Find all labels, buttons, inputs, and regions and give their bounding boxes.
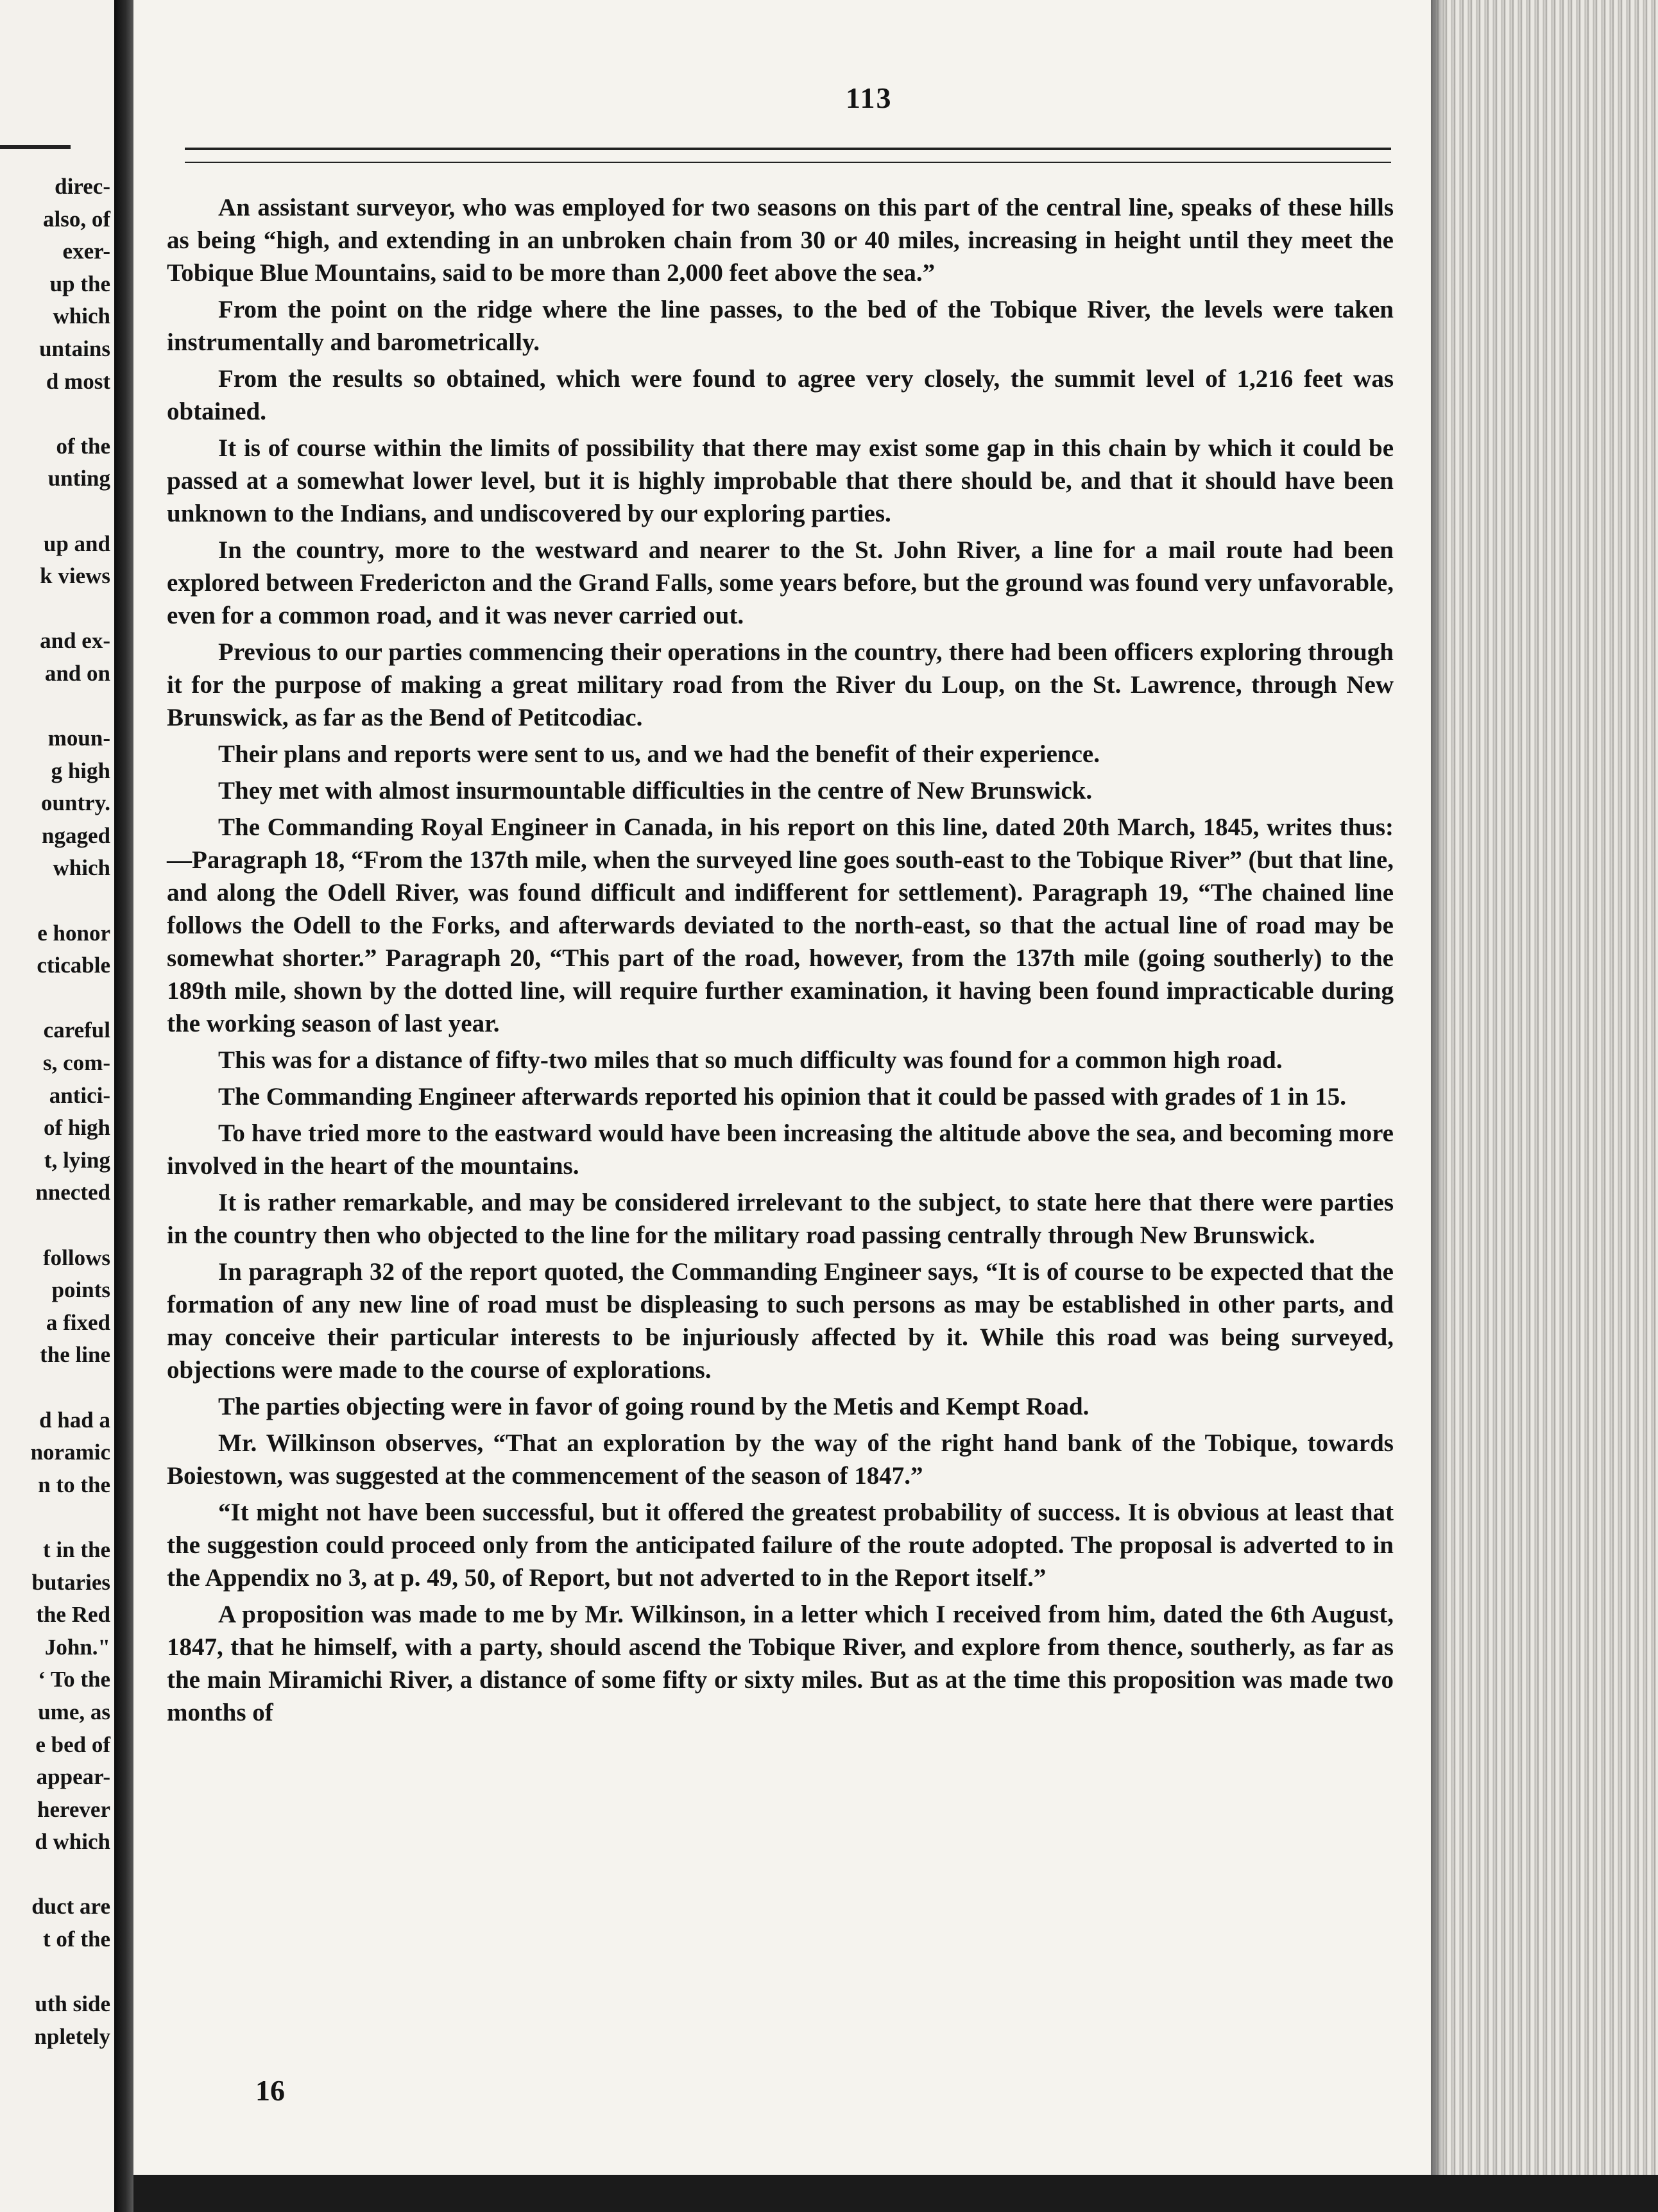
paragraph: The Commanding Royal Engineer in Canada, in his report on this line, dated 20th March, 1845, writes thus:—Paragraph 18, “From the 137th mile, when the surveyed line goes south-east to the Tobique River” (but that line, and along the Odell River, was found difficult and indifferent for settlement). Paragraph 19, “The chained line follows the Odell to the Forks, and afterwards deviated to the north-east, so that the actual line of road may be somewhat shorter.” Paragraph 20, “This part of the road, however, from the 137th mile (going southerly) to the 189th mile, shown by the dotted line, will require further examination, it having been found impracticable during the working season of last year. — [167, 813, 1394, 1037]
paragraph: To have tried more to the eastward would have been increasing the altitude above the sea, and becoming more involved in the heart of the mountains. — [167, 1119, 1394, 1180]
signature-mark: 16 — [255, 2074, 285, 2107]
paragraph: The parties objecting were in favor of going round by the Metis and Kempt Road. — [218, 1393, 1090, 1420]
facing-page-line: t in the — [43, 1536, 110, 1562]
bottom-edge — [133, 2175, 1658, 2212]
facing-page-text — [31, 171, 110, 2053]
facing-page-header-rule — [0, 145, 71, 149]
facing-page-line: uth side — [35, 1991, 110, 2017]
facing-page-line: and ex- — [40, 628, 110, 654]
facing-page-line: n to the — [38, 1472, 110, 1497]
facing-page-line — [31, 1859, 110, 1891]
facing-page-line — [31, 1501, 110, 1534]
facing-page-line: d which — [35, 1829, 110, 1855]
paragraph: The Commanding Engineer afterwards reported his opinion that it could be passed with grades of 1 in 15. — [218, 1083, 1347, 1110]
facing-page-line — [31, 1372, 110, 1404]
facing-page-line — [31, 1209, 110, 1242]
paragraph: From the results so obtained, which were found to agree very closely, the summit level of 1,216 feet was obtained. — [167, 365, 1394, 425]
facing-page-line: ountry. — [41, 790, 110, 816]
paragraph: In paragraph 32 of the report quoted, the Commanding Engineer says, “It is of course to be expected that the formation of any new line of road must be displeasing to such persons as may be established in other parts, and may conceive their particular interests to be injuriously affected by it. While this road was being surveyed, objections were made to the course of explorations. — [167, 1258, 1394, 1384]
facing-page-line: and on — [44, 660, 110, 686]
facing-page-line: nnected — [35, 1180, 110, 1205]
facing-page-line: a fixed — [46, 1309, 110, 1335]
facing-page-line — [31, 690, 110, 723]
facing-page-line: g high — [51, 758, 110, 783]
book-gutter — [114, 0, 133, 2212]
facing-page-line — [31, 982, 110, 1015]
facing-page-line — [31, 495, 110, 528]
facing-page-line: points — [51, 1277, 110, 1303]
facing-page-line: antici- — [49, 1082, 110, 1108]
facing-page-line: unting — [47, 466, 110, 491]
facing-page-line: of high — [43, 1115, 110, 1141]
paragraph: This was for a distance of fifty-two miles that so much difficulty was found for a common high road. — [218, 1046, 1283, 1074]
page-edges — [1431, 0, 1658, 2212]
facing-page-line: d most — [46, 368, 110, 394]
facing-page-line: John." — [44, 1634, 110, 1660]
facing-page-line: which — [53, 855, 110, 881]
facing-page-line: direc- — [55, 174, 110, 199]
paragraph: An assistant surveyor, who was employed for two seasons on this part of the central line, speaks of these hills as being “high, and extending in an unbroken chain from 30 or 40 miles, increasing in height until they meet the Tobique Blue Mountains, said to be more than 2,000 feet above the sea.” — [167, 194, 1394, 287]
facing-page-line: the line — [40, 1342, 110, 1368]
facing-page-line: npletely — [34, 2023, 110, 2049]
facing-page-line: e honor — [37, 920, 110, 946]
facing-page-line: noramic — [30, 1440, 110, 1465]
facing-page-line: up the — [49, 271, 110, 296]
paragraph: It is of course within the limits of possibility that there may exist some gap in this chain by which it could be passed at a somewhat lower level, but it is highly improbable that there should be, and that it should have been unknown to the Indians, and undiscovered by our exploring parties. — [167, 434, 1394, 527]
facing-page-line: k views — [40, 563, 110, 589]
facing-page-line: s, com- — [43, 1050, 110, 1076]
paragraph: Their plans and reports were sent to us, and we had the benefit of their experience. — [218, 740, 1100, 768]
facing-page-line: careful — [43, 1017, 110, 1043]
facing-page-line: up and — [43, 531, 110, 556]
paragraph: Previous to our parties commencing their operations in the country, there had been officers exploring through it for the purpose of making a great military road from the River du Loup, on the St. Lawrence, through New Brunswick, as far as the Bend of Petitcodiac. — [167, 638, 1394, 731]
facing-page-line: also, of — [43, 206, 110, 232]
facing-page-line — [31, 1956, 110, 1989]
facing-page-line: ngaged — [42, 822, 110, 848]
paragraph: In the country, more to the westward and nearer to the St. John River, a line for a mail route had been explored between Fredericton and the Grand Falls, some years before, but the ground was found very unfavorable, even for a common road, and it was never carried out. — [167, 536, 1394, 629]
page-body — [167, 191, 1394, 1733]
paragraph: Mr. Wilkinson observes, “That an exploration by the way of the right hand bank of the Tobique, towards Boiestown, was suggested at the commencement of the season of 1847.” — [167, 1429, 1394, 1490]
facing-page-line: t, lying — [44, 1147, 110, 1173]
facing-page-line: appear- — [36, 1764, 110, 1790]
page-edge-shadow — [1431, 0, 1445, 2212]
facing-page-line: e bed of — [35, 1731, 110, 1757]
facing-page-line: duct are — [31, 1894, 110, 1919]
facing-page-line: cticable — [37, 953, 110, 978]
facing-page-line — [31, 398, 110, 430]
facing-page-line: ‘ To the — [38, 1667, 110, 1692]
facing-page-line: of the — [56, 433, 110, 459]
facing-page-line: follows — [43, 1245, 110, 1270]
paragraph: They met with almost insurmountable difficulties in the centre of New Brunswick. — [218, 777, 1093, 804]
facing-page-line: which — [53, 303, 110, 329]
header-rule — [185, 148, 1391, 163]
facing-page-line: t of the — [43, 1927, 110, 1952]
facing-page-line: untains — [39, 336, 110, 361]
facing-page-line: moun- — [47, 726, 110, 751]
paragraph: It is rather remarkable, and may be considered irrelevant to the subject, to state here that there were parties in the country then who objected to the line for the military road passing centrally through New Brunswick. — [167, 1189, 1394, 1249]
facing-page-fragment — [0, 0, 114, 2212]
book-page — [133, 0, 1450, 2175]
paragraph: From the point on the ridge where the line passes, to the bed of the Tobique River, the levels were taken instrumentally and barometrically. — [167, 296, 1394, 356]
facing-page-line: butaries — [31, 1569, 110, 1595]
facing-page-line: the Red — [36, 1602, 110, 1628]
paragraph: A proposition was made to me by Mr. Wilkinson, in a letter which I received from him, dated the 6th August, 1847, that he himself, with a party, should ascend the Tobique River, and explore from thence, southerly, as far as the main Miramichi River, a distance of some fifty or sixty miles. But as at the time this proposition was made two months of — [167, 1601, 1394, 1726]
paragraph: “It might not have been successful, but it offered the greatest probability of success. It is obvious at least that the suggestion could proceed only from the anticipated failure of the route adopted. The proposal is adverted to in the Appendix no 3, at p. 49, 50, of Report, but not adverted to in the Report itself.” — [167, 1499, 1394, 1592]
facing-page-line — [31, 885, 110, 917]
facing-page-line: ume, as — [38, 1699, 110, 1724]
facing-page-line — [31, 593, 110, 625]
facing-page-line: d had a — [39, 1407, 110, 1433]
page-number: 113 — [846, 81, 893, 114]
facing-page-line: herever — [37, 1796, 110, 1822]
facing-page-line: exer- — [62, 239, 110, 264]
